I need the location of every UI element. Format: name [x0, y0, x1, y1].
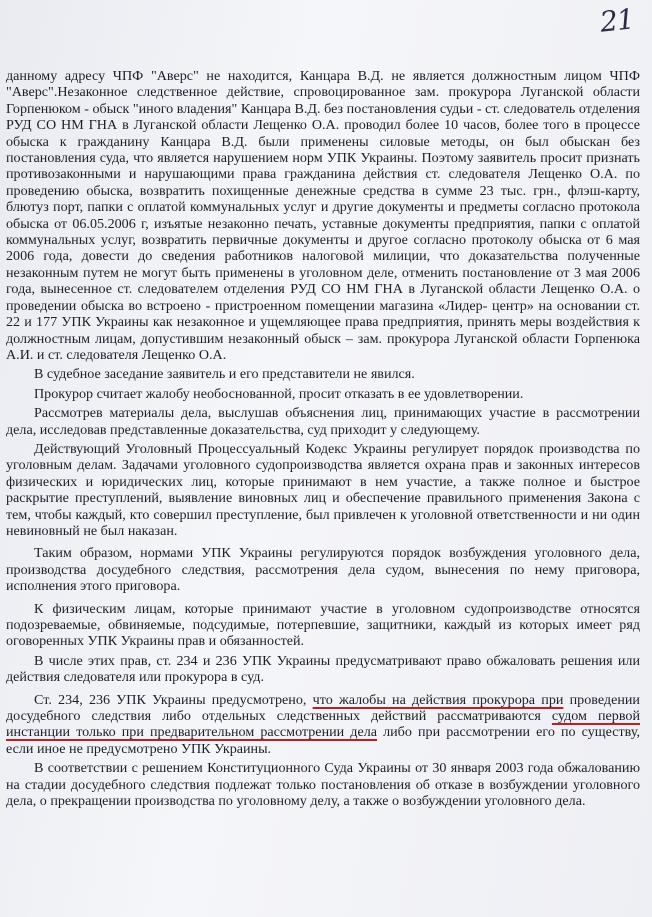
text-segment: Ст. 234, 236 УПК Украины предусмотрено, [34, 691, 313, 708]
paragraph: В числе этих прав, ст. 234 и 236 УПК Украины предусматривают право обжаловать решения или действия следователя или прокурора в суд. [6, 652, 640, 686]
red-underlined-text: судом первой инстанции только при предварительном рассмотрении дела [6, 708, 640, 741]
paragraph: В судебное заседание заявитель и его представители не явился. [34, 366, 415, 383]
paragraph: В соответствии с решением Конституционного Суда Украины от 30 января 2003 года обжалованию на стадии досудебного следствия подлежат только постановления об отказе в возбуждении уголовного дела, о прекращении производства по уголовному делу, а также о возбуждении уголовного дела. [6, 760, 640, 810]
page-number: 21 [598, 2, 636, 39]
text-segment: либо при рассмотрении его по существу, если иное не предусмотрено УПК Украины. [6, 724, 640, 757]
text-segment: проведении досудебного следствия либо отдельных следственных действий рассматриваются [6, 691, 640, 725]
paragraph: Прокурор считает жалобу необоснованной, просит отказать в ее удовлетворении. [34, 385, 524, 402]
highlighted-paragraph [6, 692, 640, 758]
red-underlined-text: что жалобы на действия прокурора при [312, 691, 564, 708]
paragraph: данному адресу ЧПФ "Аверс" не находится, Канцара В.Д. не является должностным лицом ЧПФ "Аверс".Незаконное следственное действие, спровоцированное зам. прокурора Луганской области Горпенюком - обыск "иного владения" Канцара В.Д. без постановления судьи - ст. следователь отделения РУД СО НМ ГНА в Луганской области Лещенко О.А. проводил более 10 часов, более того в процессе обыска к гражданину Канцара В.Д. были применены силовые методы, он был обыскан без постановления суда, что является нарушением норм УПК Украины. Поэтому заявитель просит признать противозаконными и нарушающими права гражданина действия ст. следователя Лещенко О.А. по проведению обыска, возвратить похищенные денежные средства в сумме 23 тыс. грн., флэш-карту, блютуз порт, папки с оплатой коммунальных услуг и другие документы и предметы согласно протокола обыска от 06.05.2006 г, изъятые незаконно печать, уставные документы предприятия, папки с оплатой коммунальных услуг, возвратить первичные документы и другое согласно протоколу обыска от 6 мая 2006 года, довести до сведения работников налоговой милиции, что доказательства полученные незаконным путем не могут быть применены в уголовном деле, отменить постановление от 3 мая 2006 года, вынесенное ст. следователем отделения РУД СО НМ ГНА в Луганской области Лещенко О.А. о проведении обыска во встроено - пристроенном помещении магазина «Лидер- центр» на основании ст. 22 и 177 УПК Украины как незаконное и ущемляющее права предприятия, принять меры воздействия к должностным лицам, допустившим незаконный обыск – зам. прокурора Луганской области Горпенюка А.И. и ст. следователя Лещенко О.А. [6, 68, 640, 363]
document-body [6, 68, 640, 812]
paragraph: Действующий Уголовный Процессуальный Кодекс Украины регулирует порядок производства по уголовным делам. Задачами уголовного судопроизводства является охрана прав и законных интересов физических и юридических лиц, которые принимают в нем участие, а также полное и быстрое раскрытие преступлений, выявление виновных лиц и обеспечение правильного применения Закона с тем, чтобы каждый, кто совершил преступление, был привлечен к уголовной ответственности и ни один невиновный не был наказан. [6, 440, 640, 539]
paragraph: К физическим лицам, которые принимают участие в уголовном судопроизводстве относятся подозреваемые, обвиняемые, подсудимые, потерпевшие, защитники, каждый из которых имеет ряд оговоренных УПК Украины прав и обязанностей. [6, 600, 640, 650]
paragraph: Рассмотрев материалы дела, выслушав объяснения лиц, принимающих участие в рассмотрении дела, исследовав представленные доказательства, суд приходит у следующему. [6, 405, 640, 438]
paragraph: Таким образом, нормами УПК Украины регулируются порядок возбуждения уголовного дела, производства досудебного следствия, рассмотрения дела судом, вынесения по нему приговора, исполнения этого приговора. [6, 545, 640, 595]
